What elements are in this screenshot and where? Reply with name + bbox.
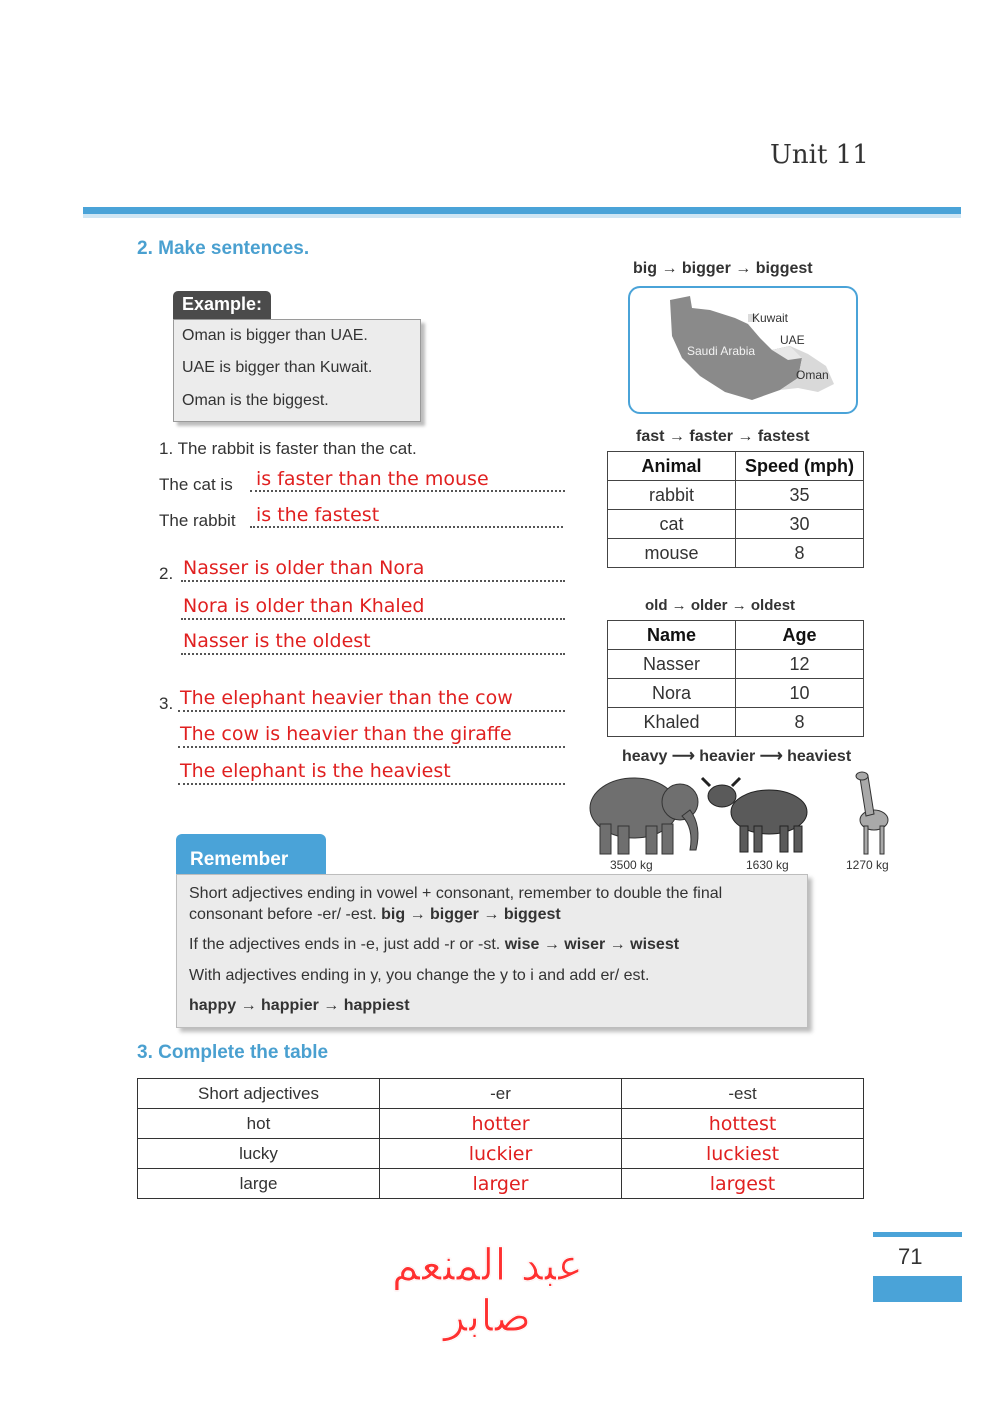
top-rule	[83, 207, 961, 214]
table-cell: 12	[736, 650, 864, 679]
remember-line-2	[189, 906, 561, 924]
rule-word: oldest	[750, 597, 796, 614]
answer-text: largest	[709, 1172, 776, 1195]
elephant-icon	[590, 778, 698, 854]
speed-header-speed: Speed (mph)	[736, 452, 864, 481]
table-header-row	[138, 1079, 864, 1109]
answer-text: hottest	[708, 1112, 777, 1135]
elephant-weight: 3500 kg	[610, 858, 653, 872]
example-line-1: Oman is bigger than UAE.	[182, 327, 368, 344]
table-row	[608, 708, 864, 737]
table-cell: Nora	[608, 679, 736, 708]
answer-text: luckiest	[705, 1142, 780, 1165]
table-cell: 10	[736, 679, 864, 708]
q1-line2-prefix: The cat is	[159, 475, 233, 494]
rule-word: happiest	[343, 997, 410, 1014]
remember-box	[176, 874, 808, 1028]
top-rule-shade	[83, 214, 961, 218]
answer-cell[interactable]	[380, 1139, 622, 1169]
table-row	[608, 510, 864, 539]
heavy-rule	[622, 746, 851, 766]
map-label-saudi: Saudi Arabia	[687, 344, 756, 358]
arrow-icon: →	[731, 597, 747, 614]
q3-answer-1: The elephant heavier than the cow	[180, 687, 513, 709]
arrow-icon: →	[737, 428, 754, 445]
rule-word: wisest	[630, 936, 680, 953]
remember-line-1: Short adjectives ending in vowel + consonant, remember to double the final	[189, 885, 723, 902]
example-line-3: Oman is the biggest.	[182, 392, 329, 409]
big-rule	[633, 260, 813, 278]
speed-table	[607, 451, 864, 568]
old-rule	[645, 597, 795, 614]
rule-word: fast	[636, 428, 665, 445]
table-cell: Nasser	[608, 650, 736, 679]
table-cell: hot	[138, 1109, 380, 1139]
q3-answer-field-3[interactable]	[178, 762, 565, 785]
fast-rule	[636, 428, 809, 446]
answer-text: larger	[472, 1172, 529, 1195]
q3-answer-field-2[interactable]	[178, 725, 565, 748]
page-number-block	[873, 1276, 962, 1302]
arrow-icon: →	[735, 260, 752, 277]
table-row	[608, 481, 864, 510]
map-label-uae: UAE	[780, 333, 805, 347]
arrow-icon: →	[240, 997, 257, 1014]
table-cell: 8	[736, 539, 864, 568]
q1-line2-answer-field[interactable]	[250, 470, 565, 492]
rule-word: bigger	[681, 260, 731, 277]
table-cell: lucky	[138, 1139, 380, 1169]
table-cell: Khaled	[608, 708, 736, 737]
rule-word: wise	[504, 936, 540, 953]
arrow-icon: →	[483, 906, 500, 923]
section-3-heading: 3. Complete the table	[137, 1042, 329, 1063]
q2-number: 2.	[159, 564, 174, 583]
rule-word: big	[633, 260, 657, 277]
rule-word: biggest	[755, 260, 813, 277]
remember-line-5	[189, 997, 410, 1015]
q1-prompt: 1. The rabbit is faster than the cat.	[159, 439, 417, 458]
q2-answer-field-3[interactable]	[181, 632, 565, 655]
section-2-heading: 2. Make sentences.	[137, 238, 310, 259]
answer-cell[interactable]	[380, 1169, 622, 1199]
table-cell: 8	[736, 708, 864, 737]
animals-illustration	[574, 766, 900, 862]
rule-word: faster	[689, 428, 733, 445]
rule-word: wiser	[564, 936, 606, 953]
age-table	[607, 620, 864, 737]
table-row	[138, 1109, 864, 1139]
arrow-icon: ⟶	[759, 748, 783, 765]
rule-word: fastest	[757, 428, 810, 445]
q2-answer-field-1[interactable]	[181, 559, 565, 582]
remember-line-3	[189, 936, 679, 954]
q2-answer-field-2[interactable]	[181, 597, 565, 620]
answer-text: luckier	[468, 1142, 533, 1165]
arrow-icon: →	[609, 936, 626, 953]
cow-icon	[702, 778, 807, 852]
arrow-icon: →	[543, 936, 560, 953]
rule-word: heavy	[622, 748, 668, 765]
remember-line-4: With adjectives ending in y, you change the y to i and add er/ est.	[189, 967, 650, 984]
rule-word: big	[381, 906, 406, 923]
example-label: Example:	[173, 291, 271, 319]
remember-title: Remember	[190, 849, 289, 870]
table-row	[608, 650, 864, 679]
page-number-bar	[873, 1232, 962, 1237]
cow-weight: 1630 kg	[746, 858, 789, 872]
table-row	[138, 1169, 864, 1199]
rule-word: older	[690, 597, 728, 614]
arrow-icon: →	[668, 428, 685, 445]
age-header-age: Age	[736, 621, 864, 650]
answer-cell[interactable]	[380, 1109, 622, 1139]
map-label-oman: Oman	[796, 368, 829, 382]
header-short-adjectives: Short adjectives	[138, 1079, 380, 1109]
q2-answer-3: Nasser is the oldest	[183, 630, 371, 652]
arrow-icon: →	[671, 597, 687, 614]
rule-word: old	[645, 597, 668, 614]
answer-text: hotter	[471, 1112, 530, 1135]
map-box	[628, 286, 858, 414]
answer-cell[interactable]	[622, 1139, 864, 1169]
q1-line3-answer: is the fastest	[256, 504, 380, 526]
unit-title: Unit 11	[770, 140, 869, 170]
remember-text: consonant before -er/ -est.	[189, 906, 377, 923]
answer-cell[interactable]	[622, 1109, 864, 1139]
giraffe-weight: 1270 kg	[846, 858, 889, 872]
q3-number: 3.	[159, 694, 174, 713]
rule-word: heaviest	[787, 748, 852, 765]
q3-answer-field-1[interactable]	[178, 689, 565, 712]
header-est: -est	[622, 1079, 864, 1109]
q1-line2-answer: is faster than the mouse	[256, 468, 489, 490]
table-cell: mouse	[608, 539, 736, 568]
rule-word: happier	[261, 997, 319, 1014]
arrow-icon: →	[409, 906, 426, 923]
table-row	[608, 679, 864, 708]
complete-table	[137, 1078, 864, 1199]
q2-answer-2: Nora is older than Khaled	[183, 595, 425, 617]
table-cell: 30	[736, 510, 864, 539]
map-label-kuwait: Kuwait	[752, 311, 789, 325]
arrow-icon: →	[323, 997, 340, 1014]
q3-answer-2: The cow is heavier than the giraffe	[180, 723, 512, 745]
table-cell: 35	[736, 481, 864, 510]
table-row	[138, 1139, 864, 1169]
table-row	[608, 539, 864, 568]
rule-word: bigger	[430, 906, 479, 923]
table-cell: rabbit	[608, 481, 736, 510]
example-box	[173, 319, 421, 422]
example-line-2: UAE is bigger than Kuwait.	[182, 359, 373, 376]
map-illustration	[630, 288, 856, 412]
remember-text: If the adjectives ends in -e, just add -r or -st.	[189, 936, 501, 953]
q1-line3-prefix: The rabbit	[159, 511, 236, 530]
page-number: 71	[898, 1244, 923, 1269]
header-er: -er	[380, 1079, 622, 1109]
age-header-name: Name	[608, 621, 736, 650]
speed-header-animal: Animal	[608, 452, 736, 481]
rule-word: heavier	[699, 748, 756, 765]
q1-line3-answer-field[interactable]	[250, 506, 563, 528]
rule-word: happy	[189, 997, 237, 1014]
arrow-icon: →	[661, 260, 678, 277]
answer-cell[interactable]	[622, 1169, 864, 1199]
q2-answer-1: Nasser is older than Nora	[183, 557, 425, 579]
table-cell: cat	[608, 510, 736, 539]
table-cell: large	[138, 1169, 380, 1199]
arrow-icon: ⟶	[671, 748, 695, 765]
giraffe-icon	[856, 772, 888, 854]
signature: عبد المنعم صابر	[391, 1240, 584, 1342]
rule-word: biggest	[503, 906, 561, 923]
q3-answer-3: The elephant is the heaviest	[180, 760, 451, 782]
